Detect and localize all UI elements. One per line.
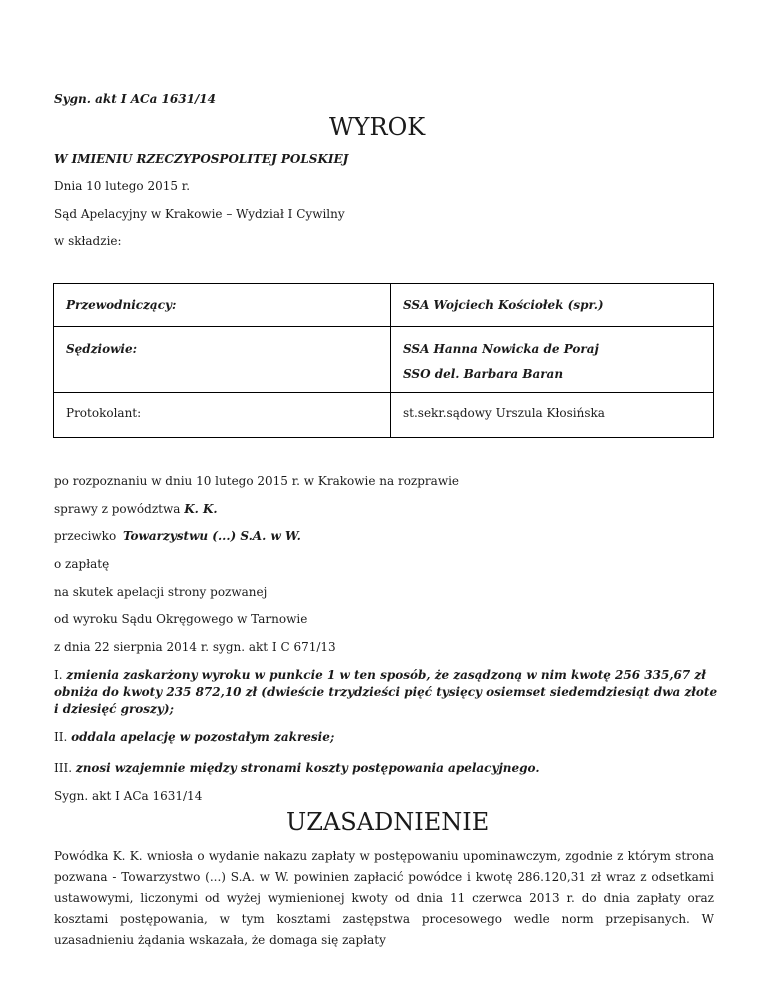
defendant-line [54, 529, 301, 544]
role-cell: Protokolant: [54, 393, 391, 438]
justification-signature: Sygn. akt I ACa 1631/14 [54, 789, 203, 803]
judge-name: SSO del. Barbara Baran [403, 367, 564, 381]
name-cell: SSA Wojciech Kościołek (spr.) [391, 284, 714, 327]
judge-name: SSA Hanna Nowicka de Poraj [403, 342, 599, 356]
ruling-text: zmienia zaskarżony wyroku w punkcie 1 w ten sposób, że zasądzoną w nim kwotę 256 335,67 zł [66, 668, 706, 682]
ruling-number: I. [54, 668, 63, 682]
defendant-prefix: przeciwko [54, 529, 117, 543]
ruling-text: oddala apelację w pozostałym zakresie; [71, 730, 335, 744]
justification-title: UZASADNIENIE [286, 808, 490, 836]
role-cell: Sędziowie: [54, 327, 391, 393]
table-row [54, 327, 714, 393]
judgment-date-line: z dnia 22 sierpnia 2014 r. sygn. akt I C 671/13 [54, 640, 336, 654]
ruling-text-continued: i dziesięć groszy); [54, 702, 174, 716]
ruling-text: znosi wzajemnie między stronami koszty postępowania apelacyjnego. [75, 761, 540, 775]
subject-line: o zapłatę [54, 557, 110, 571]
ruling-item [54, 761, 540, 776]
judgment-title: WYROK [329, 113, 426, 141]
judgment-subtitle: W IMIENIU RZECZYPOSPOLITEJ POLSKIEJ [54, 152, 349, 166]
names-cell [391, 327, 714, 393]
ruling-number: II. [54, 730, 68, 744]
name-cell: st.sekr.sądowy Urszula Kłosińska [391, 393, 714, 438]
proceedings-line: po rozpoznaniu w dniu 10 lutego 2015 r. w Krakowie na rozprawie [54, 474, 460, 488]
composition-table [53, 283, 714, 438]
ruling-item [54, 668, 706, 683]
table-row [54, 393, 714, 438]
defendant-name: Towarzystwu (...) S.A. w W. [123, 529, 301, 543]
ruling-text-continued: obniża do kwoty 235 872,10 zł (dwieście trzydzieści pięć tysięcy osiemset siedemdziesiąt dwa złote [54, 685, 718, 699]
role-cell: Przewodniczący: [54, 284, 391, 327]
ruling-item [54, 730, 334, 745]
plaintiff-line [54, 502, 218, 517]
composition-intro: w składzie: [54, 234, 122, 248]
court-name: Sąd Apelacyjny w Krakowie – Wydział I Cywilny [54, 207, 345, 221]
plaintiff-name: K. K. [184, 502, 218, 516]
judgment-date: Dnia 10 lutego 2015 r. [54, 179, 191, 193]
appeal-line: na skutek apelacji strony pozwanej [54, 585, 268, 599]
plaintiff-prefix: sprawy z powództwa [54, 502, 181, 516]
lower-court-line: od wyroku Sądu Okręgowego w Tarnowie [54, 612, 308, 626]
ruling-number: III. [54, 761, 73, 775]
justification-paragraph: Powódka K. K. wniosła o wydanie nakazu zapłaty w postępowaniu upominawczym, zgodnie z którym strona pozwana - Towarzystwo (...) S.A. w W. powinien zapłacić powódce i kwotę 286.120,31 zł wraz z odsetkami ustawowymi, liczonymi od wyżej wymienionej kwoty od dnia 11 czerwca 2013 r. do dnia zapłaty oraz kosztami postępowania, w tym kosztami zastępstwa procesowego wedle norm przepisanych. W uzasadnieniu żądania wskazała, że domaga się zapłaty [54, 849, 714, 947]
table-row [54, 284, 714, 327]
case-signature: Sygn. akt I ACa 1631/14 [54, 92, 217, 106]
